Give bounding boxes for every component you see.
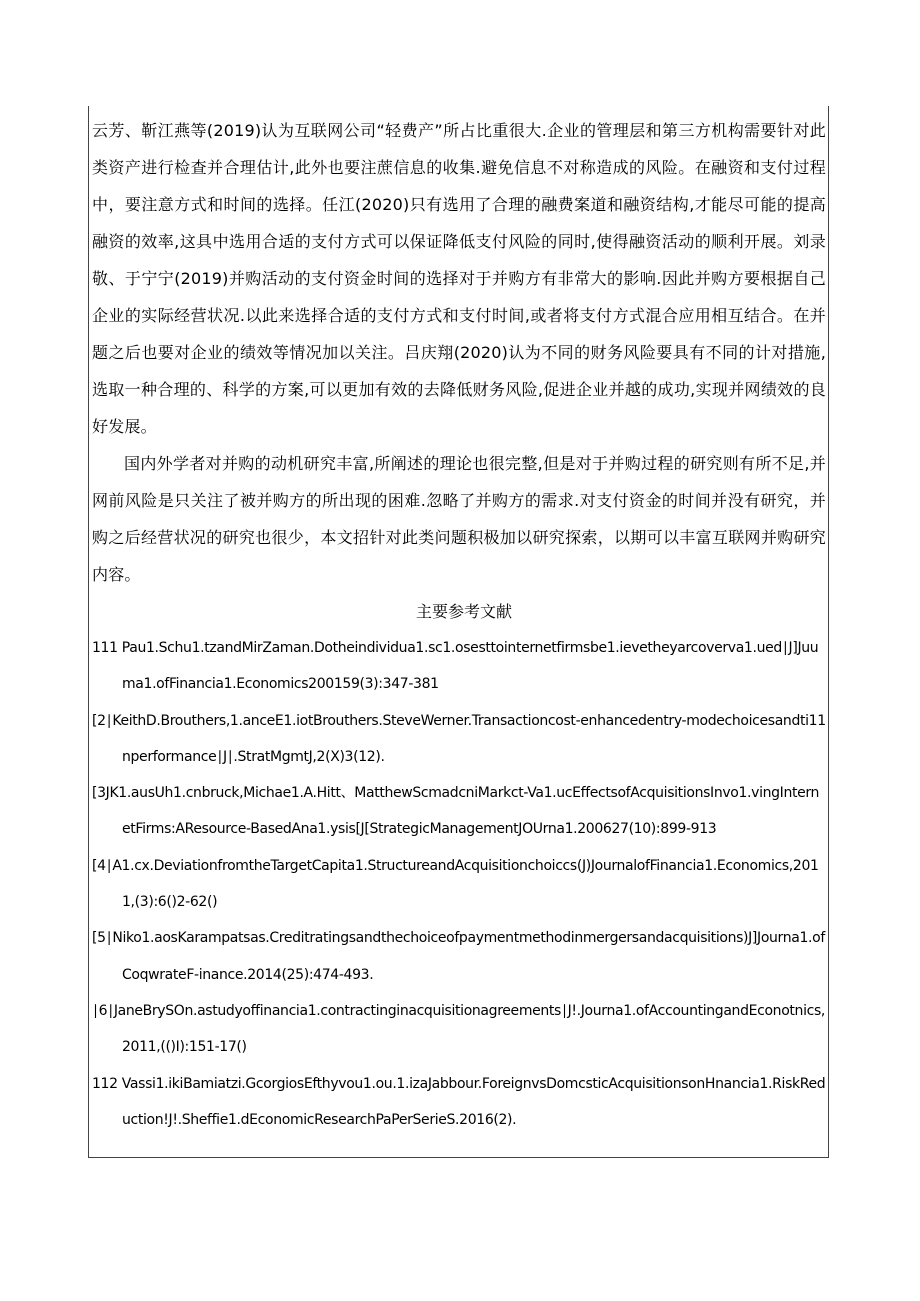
reference-item: [2∣KeithD.Brouthers,1.anceE1.iotBrouthers.SteveWerner.Transactioncost-enhancedentry-modechoicesandti11nperformance∣J∣.StratMgmtJ,2(X)3(12). — [92, 712, 826, 765]
literature-review-paragraph: 云芳、靳江燕等(2019)认为互联网公司“轻费产”所占比重很大.企业的管理层和第三方机构需要针对此类资产进行检查并合理估计,此外也要注蔗信息的收集.避免信息不对称造成的风险。在融资和支付过程中，要注意方式和时间的选择。任江(2020)只有选用了合理的融费案道和融资结构,才能尽可能的提高融资的效率,这具中选用合适的支付方式可以保证降低支付风险的同时,使得融资活动的顺利开展。刘录敬、于宁宁(2019)并购活动的支付资金时间的选择对于并购方有非常大的影响.因此并购方要根据自己企业的实际经营状况.以此来选择合适的支付方式和支付时间,或者将支付方式混合应用相互结合。在并题之后也要对企业的绩效等情况加以关注。吕庆翔(2020)认为不同的财务风险要具有不同的计对措施,选取一种合理的、科学的方案,可以更加有效的去降低财务风险,促进企业并越的成功,实现并网绩效的良好发展。 — [92, 121, 826, 436]
reference-item: [5∣Niko1.aosKarampatsas.Creditratingsandthechoiceofpaymentmethodinmergersandacquisitions)J]Journa1.ofCoqwrateF-inance.2014(25):474-493. — [92, 930, 825, 983]
reference-item: ∣6∣JaneBrySOn.astudyoffinancia1.contractinginacquisitionagreements∣J!.Journa1.ofAccountingandEconotnics,2011,(()I):151-17() — [92, 1002, 826, 1056]
document-body — [92, 112, 826, 1138]
reference-item: [4∣A1.cx.DeviationfromtheTargetCapita1.StructureandAcquisitionchoiccs(J)JournalofFinancia1.Economics,2011,(3):6()2-62() — [92, 857, 819, 911]
research-gap-paragraph: 国内外学者对并购的动机研究丰富,所阐述的理论也很完整,但是对于并购过程的研究则有所不足,并网前风险是只关注了被并购方的所出现的困难.忽略了并购方的需求.对支付资金的时间并没有研究，并购之后经营状况的研究也很少，本文招针对此类问题积极加以研究探索，以期可以丰富互联网并购研究内容。 — [92, 454, 826, 584]
reference-list — [92, 630, 826, 1138]
references-heading: 主要参考文献 — [415, 602, 512, 621]
reference-item: 111 Pau1.Schu1.tzandMirZaman.Dotheindividua1.sc1.osesttointernetfirmsbe1.ievetheyarcoverva1.ued∣J]Juuma1.ofFinancia1.Economics200159(3):347-381 — [92, 640, 819, 693]
reference-item: [3JK1.ausUh1.cnbruck,Michae1.A.Hitt、MatthewScmadcniMarkct-Va1.ucEffectsofAcquisitionsInvo1.vingInternetFirms:AResource-BasedAna1.ysis[J[StrategicManagementJOUrna1.200627(10):899-913 — [92, 785, 820, 838]
reference-item: 112 Vassi1.ikiBamiatzi.GcorgiosEfthyvou1.ou.1.izaJabbour.ForeignvsDomcsticAcquisitionsonHnancia1.RiskReduction!J!.Sheffie1.dEconomicResearchPaPerSerieS.2016(2). — [92, 1075, 826, 1128]
